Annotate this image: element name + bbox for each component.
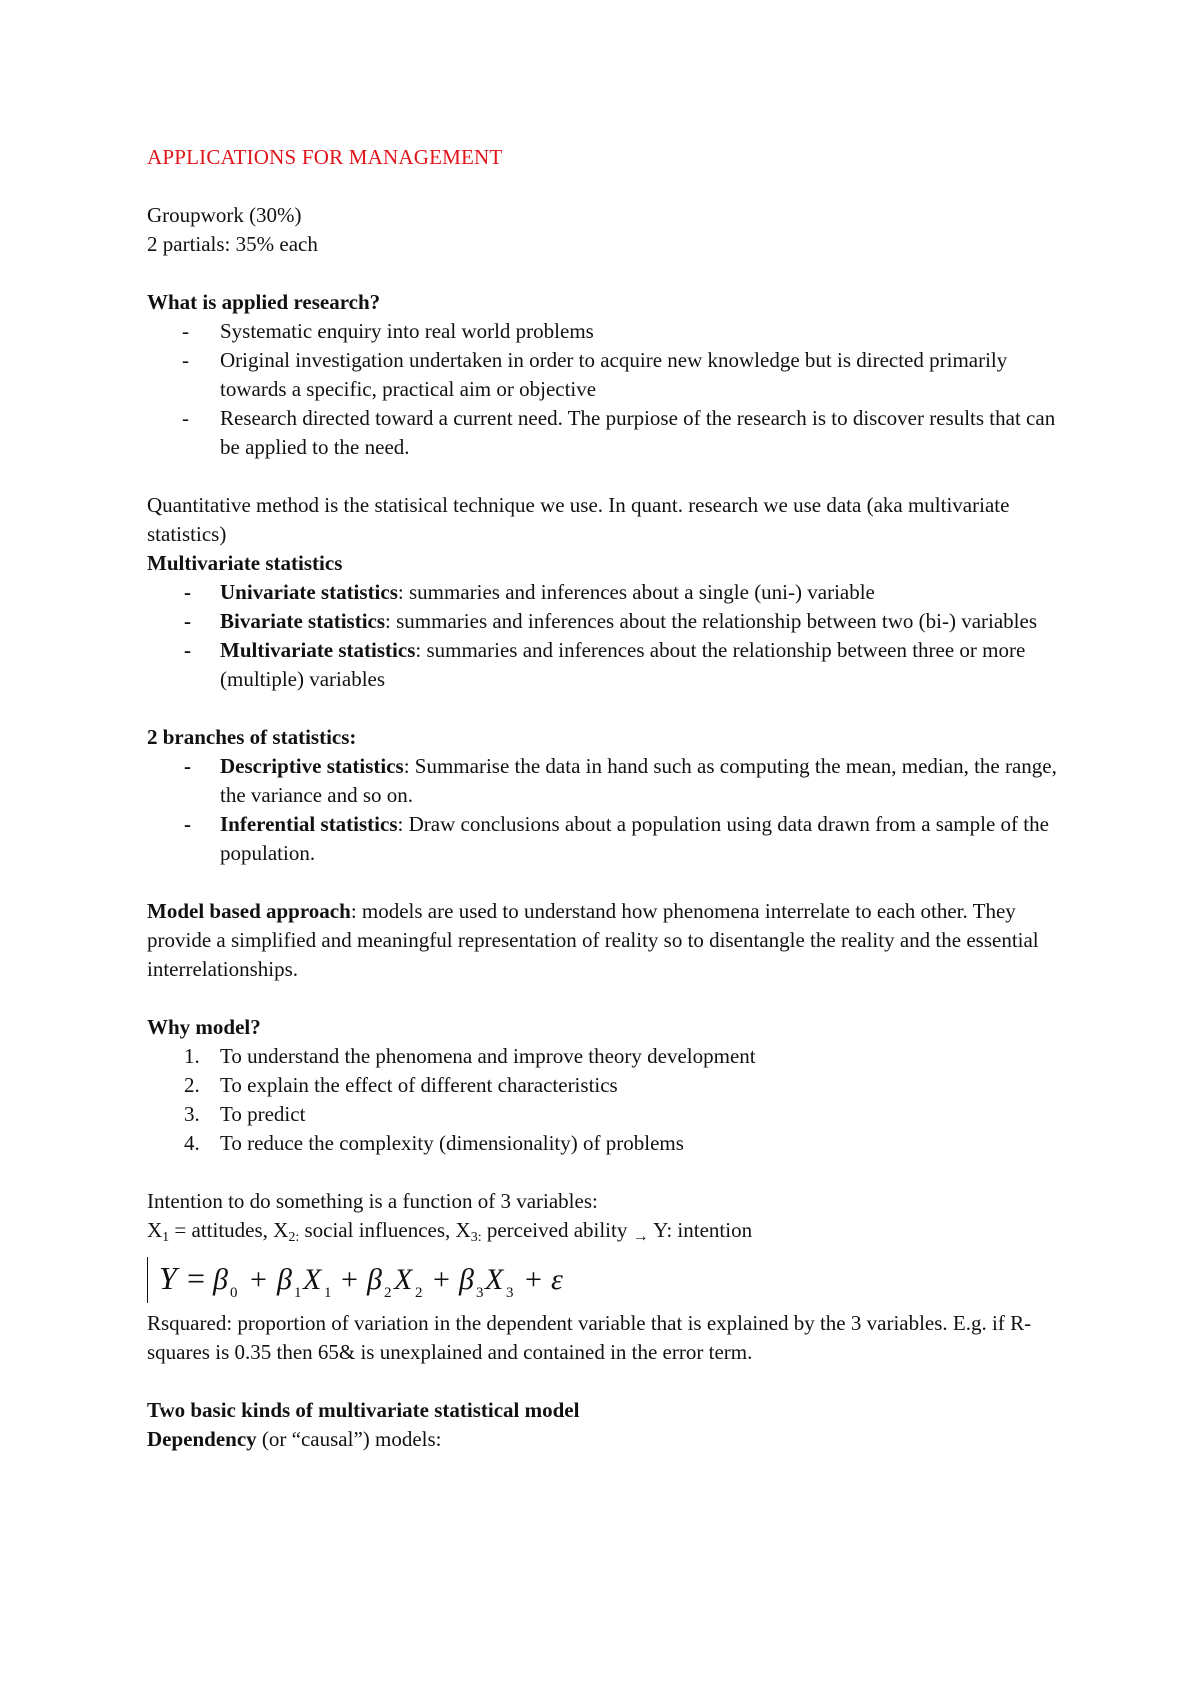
list-item: - Descriptive statistics: Summarise the data in hand such as computing the mean, median, the range, the variance and so on.: [184, 754, 1057, 807]
dash-marker: -: [182, 319, 189, 343]
grading-line-partials: 2 partials: 35% each: [147, 232, 318, 256]
branches-heading: 2 branches of statistics:: [147, 725, 357, 749]
formula-sub: 3: [476, 1285, 484, 1301]
formula-plus: +: [250, 1263, 267, 1296]
dash-marker: -: [184, 580, 191, 604]
list-item: - Research directed toward a current need. The purpiose of the research is to discover results that can be applied to the need.: [182, 406, 1056, 459]
regression-formula: [147, 1255, 1070, 1305]
list-item: 2. To explain the effect of different characteristics: [184, 1073, 618, 1097]
rsquared-paragraph: Rsquared: proportion of variation in the dependent variable that is explained by the 3 variables. E.g. if R-squares is 0.35 then 65& is unexplained and contained in the error term.: [147, 1311, 1032, 1364]
dash-marker: -: [184, 812, 191, 836]
dependency-line: Dependency (or “causal”) models:: [147, 1427, 442, 1451]
model-based-paragraph: Model based approach: models are used to understand how phenomena interrelate to each other. They provide a simplified and meaningful representation of reality so to disentangle the reality and the essential interrelationships.: [147, 899, 1039, 981]
formula-equation: [155, 1255, 635, 1305]
list-item: - Inferential statistics: Draw conclusions about a population using data drawn from a sample of the population.: [184, 812, 1049, 865]
two-kinds-heading: Two basic kinds of multivariate statistical model: [147, 1398, 580, 1422]
formula-beta: β: [367, 1263, 382, 1296]
formula-sub: 0: [230, 1285, 238, 1301]
formula-epsilon: ε: [551, 1263, 563, 1296]
multivariate-heading: Multivariate statistics: [147, 551, 343, 575]
branches-list: [147, 752, 1070, 868]
variables-line: $X_1$ = attitudes, $X_{2:}$ social influences, $X_{3:}$ perceived ability → Y: intention: [147, 1218, 753, 1245]
multivariate-list: [147, 578, 1070, 694]
formula-x: X: [394, 1263, 413, 1296]
list-item: - Systematic enquiry into real world problems: [147, 317, 1070, 346]
dash-marker: -: [184, 609, 191, 633]
list-item: 3. To predict: [184, 1102, 306, 1126]
dash-marker: -: [184, 638, 191, 662]
dash-marker: -: [184, 754, 191, 778]
dash-marker: -: [182, 348, 189, 372]
formula-x: X: [303, 1263, 322, 1296]
applied-research-heading: What is applied research?: [147, 290, 381, 314]
list-item: - Bivariate statistics: summaries and inferences about the relationship between two (bi-) variables: [147, 607, 1070, 636]
why-model-heading: Why model?: [147, 1015, 261, 1039]
formula-equals: =: [187, 1260, 206, 1296]
why-model-list: [147, 1042, 1070, 1158]
dash-marker: -: [182, 406, 189, 430]
formula-beta: β: [213, 1263, 228, 1296]
formula-sub: 2: [415, 1285, 423, 1301]
list-item: 1. To understand the phenomena and improve theory development: [184, 1044, 756, 1068]
formula-sub: 3: [506, 1285, 514, 1301]
formula-y: Y: [159, 1260, 177, 1296]
list-item: - Univariate statistics: summaries and inferences about a single (uni-) variable: [147, 578, 1070, 607]
formula-sub: 2: [384, 1285, 392, 1301]
grading-line-groupwork: Groupwork (30%): [147, 203, 302, 227]
arrow-right-icon: →: [632, 1228, 649, 1245]
quant-intro-paragraph: Quantitative method is the statisical technique we use. In quant. research we use data (aka multivariate statistics): [147, 493, 1010, 546]
applied-research-list: [147, 317, 1070, 462]
formula-sub: 1: [294, 1285, 302, 1301]
formula-beta: β: [277, 1263, 292, 1296]
formula-sub: 1: [324, 1285, 332, 1301]
formula-beta: β: [459, 1263, 474, 1296]
formula-plus: +: [433, 1263, 450, 1296]
intention-line: Intention to do something is a function of 3 variables:: [147, 1189, 598, 1213]
formula-x: X: [485, 1263, 504, 1296]
formula-border: [147, 1257, 148, 1303]
list-item: - Original investigation undertaken in order to acquire new knowledge but is directed primarily towards a specific, practical aim or objective: [182, 348, 1008, 401]
formula-plus: +: [341, 1263, 358, 1296]
list-item: 4. To reduce the complexity (dimensionality) of problems: [184, 1131, 684, 1155]
formula-plus: +: [525, 1263, 542, 1296]
list-item: - Multivariate statistics: summaries and inferences about the relationship between three or more (multiple) variables: [184, 638, 1026, 691]
page-title: APPLICATIONS FOR MANAGEMENT: [147, 145, 503, 169]
